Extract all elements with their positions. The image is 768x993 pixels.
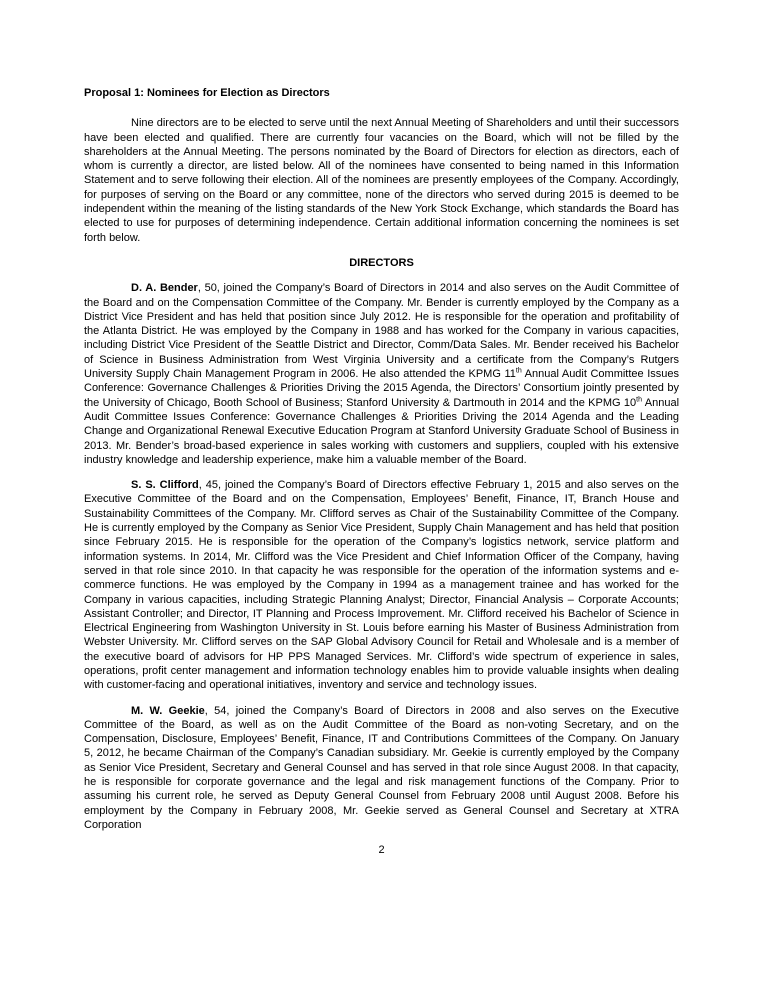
directors-section-heading: DIRECTORS <box>349 256 414 269</box>
director-name-bender: D. A. Bender <box>131 282 198 295</box>
director-bio-geekie <box>84 704 679 833</box>
proposal-heading: Proposal 1: Nominees for Election as Directors <box>84 87 330 99</box>
director-name-geekie: M. W. Geekie <box>131 704 205 717</box>
director-name-clifford: S. S. Clifford <box>131 479 199 492</box>
intro-paragraph: Nine directors are to be elected to serve until the next Annual Meeting of Shareholders and until their successors have been elected and qualified. There are currently four vacancies on the Board, which will not be filled by the shareholders at the Annual Meeting. The persons nominated by the Board of Directors for election as directors, each of whom is currently a director, are listed below. All of the nominees have consented to being named in this Information Statement and to serve following their election. All of the nominees are presently employees of the Company. Accordingly, for purposes of serving on the Board or any committee, none of the directors who served during 2015 is deemed to be independent within the meaning of the listing standards of the New York Stock Exchange, which standards the Board has elected to use for purposes of determining independence. Certain additional information concerning the nominees is set forth below. <box>84 117 679 244</box>
director-bio-clifford <box>84 478 679 692</box>
director-bio-text-geekie: , 54, joined the Company’s Board of Directors in 2008 and also serves on the Executive Committee of the Board, as well as on the Audit Committee of the Board as non-voting Secretary, and on the Compensation, Disclosure, Employees’ Benefit, Finance, IT and Contributions Committees of the Company. On January 5, 2012, he became Chairman of the Company’s Canadian subsidiary. Mr. Geekie is currently employed by the Company as Senior Vice President, Secretary and General Counsel and has served in that role since August 2008. In that capacity, he is responsible for corporate governance and the legal and risk management functions of the Company. Prior to assuming his current role, he served as Deputy General Counsel from February 2008 until August 2008. Before his employment by the Company in February 2008, Mr. Geekie served as General Counsel and Secretary at XTRA Corporation <box>84 704 680 831</box>
director-bio-bender <box>84 281 679 467</box>
director-bio-text-bender: , 50, joined the Company’s Board of Directors in 2014 and also serves on the Audit Committee of the Board and on the Compensation Committee of the Company. Mr. Bender is currently employed by the Company as a District Vice President and has held that position since July 2012. He is responsible for the operation and profitability of the Atlanta District. He was employed by the Company in 1988 and has worked for the Company in various capacities, including District Vice President of the Seattle District and Director, Comm/Data Sales. Mr. Bender received his Bachelor of Science in Business Administration from West Virginia University and a certificate from the Company’s Rutgers University Supply Chain Management Program in 2006. He also attended the KPMG 11th Annual Audit Committee Issues Conference: Governance Challenges & Priorities Driving the 2015 Agenda, the Directors’ Consortium jointly presented by the University of Chicago, Booth School of Business; Stanford University & Dartmouth in 2014 and the KPMG 10th Annual Audit Committee Issues Conference: Governance Challenges & Priorities Driving the 2014 Agenda and the Leading Change and Organizational Renewal Executive Education Program at Stanford University Graduate School of Business in 2013. Mr. Bender’s broad-based experience in sales working with customers and suppliers, coupled with his extensive industry knowledge and leadership experience, make him a valuable member of the Board. <box>84 282 680 466</box>
page-number: 2 <box>378 844 385 857</box>
director-bio-text-clifford: , 45, joined the Company’s Board of Directors effective February 1, 2015 and also serves on the Executive Committee of the Board and on the Compensation, Employees’ Benefit, Finance, IT, Branch House and Sustainability Committees of the Company. Mr. Clifford serves as Chair of the Sustainability Committee of the Company. He is currently employed by the Company as Senior Vice President, Supply Chain Management and has held that position since February 2015. He is responsible for the operation of the Company’s logistics network, service platform and information systems. In 2014, Mr. Clifford was the Vice President and Chief Information Officer of the Company, having served in that role since 2010. In that capacity he was responsible for the operation of the information systems and e-commerce functions. He was employed by the Company in 1994 as a management trainee and has worked for the Company in various capacities, including Strategic Planning Analyst; Director, Financial Analysis – Corporate Accounts; Assistant Controller; and Director, IT Planning and Process Improvement. Mr. Clifford received his Bachelor of Science in Electrical Engineering from Washington University in St. Louis before earning his Master of Business Administration from Webster University. Mr. Clifford serves on the SAP Global Advisory Council for Retail and Wholesale and is a member of the executive board of advisors for HP PPS Managed Services. Mr. Clifford’s wide spectrum of experience in sales, operations, profit center management and information technology enables him to provide valuable insights when dealing with customer-facing and operational initiatives, inventory and service and technology issues. <box>84 479 679 692</box>
